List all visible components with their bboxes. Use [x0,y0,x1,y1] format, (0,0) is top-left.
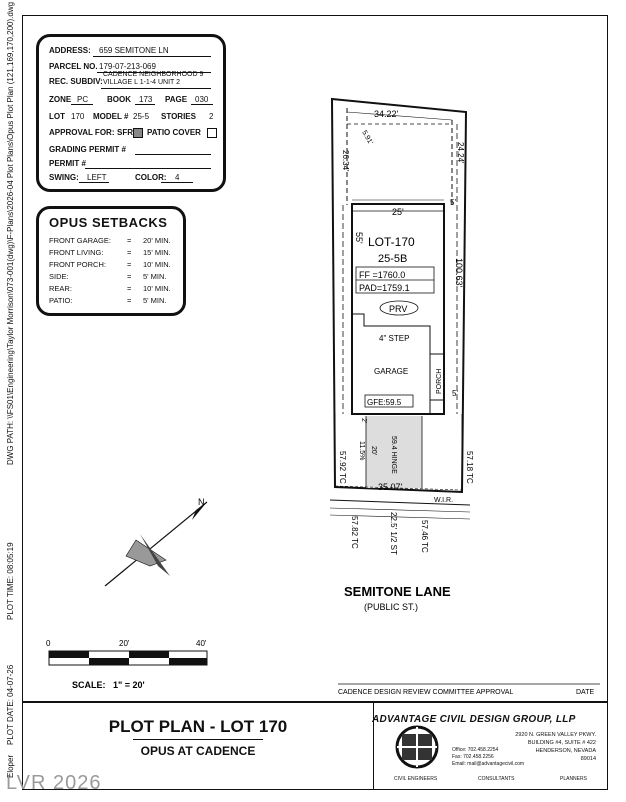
approval-committee: CADENCE DESIGN REVIEW COMMITTEE APPROVAL [338,689,514,696]
porch-label: PORCH [436,368,443,394]
scale-value: 1" = 20' [113,680,145,690]
setback-row: REAR: = 10' MIN. [49,284,171,293]
step-label: 4" STEP [379,334,410,343]
stories-label: STORIES [161,112,196,121]
grading-label: GRADING PERMIT # [49,145,126,154]
depth-left-dim: 55' [354,232,364,244]
patio-label: PATIO COVER [147,128,201,137]
zone-label: ZONE [49,95,72,104]
plan-subtitle: OPUS AT CADENCE [140,744,256,758]
frontage-dim: 35.07' [378,482,403,492]
garage-label: GARAGE [374,367,409,376]
lot-number: LOT-170 [368,235,415,249]
gfe-label: GFE:59.5 [367,398,402,407]
half-street-dim: 22.5' 1/2 ST [389,512,398,555]
house-width-dim: 25' [392,207,404,217]
street-name: SEMITONE LANE [344,584,451,599]
scale-tick-20: 20' [119,639,130,648]
plot-date: PLOT DATE: 04-07-26 [6,664,15,745]
side-setback-top: 5' [450,198,456,207]
north-arrow [105,497,207,586]
slope-label: 11.5% [358,441,365,461]
setbacks-title: OPUS SETBACKS [49,215,168,230]
model-value: 25-5 [133,112,150,121]
subdiv-label: REC. SUBDIV: [49,77,103,86]
dim-two: 2' [360,418,367,424]
driveway-dim: 20' [370,446,377,456]
parcel-label: PARCEL NO. [49,62,98,71]
setback-row: FRONT GARAGE: = 20' MIN. [49,236,171,245]
company-name: ADVANTAGE CIVIL DESIGN GROUP, LLP [372,714,576,725]
company-address-3: HENDERSON, NEVADA [535,748,596,754]
rear-right-dim: 24.24' [456,142,465,164]
company-office: Office: 702.458.2254 [452,747,499,753]
dwg-path: DWG PATH: \\FS01\Engineering\Taylor Morrison\073-001(dwg)\F-Plans\2026-04 Plot Plans\Opus Plot Plan (121,169,170,200).dwg [6,1,15,465]
prv-label: PRV [389,304,408,314]
color-value: 4 [175,173,180,182]
wire-label: W.I.R. [434,497,454,504]
company-address-4: 89014 [580,756,596,762]
rear-left-dim: 26.34' [341,150,350,172]
pad-value: PAD=1759.1 [359,283,410,293]
permit-label: PERMIT # [49,159,86,168]
plan-title: PLOT PLAN - LOT 170 [108,717,288,736]
tc-street-right: 57.46 TC [420,520,429,553]
scale-bar [46,639,207,690]
setback-row: SIDE: = 5' MIN. [49,272,167,281]
plot-user: Eloper [6,754,15,778]
subdiv-value-1: CADENCE NEIGHBORHOOD 9 [103,71,204,78]
company-fax: Fax: 702.458.2256 [452,754,494,760]
swing-value: LEFT [87,173,107,182]
footer-planners: PLANNERS [560,776,587,782]
address-label: ADDRESS: [49,46,91,55]
scale-tick-40: 40' [196,639,207,648]
tc-left: 57.92 TC [338,451,347,484]
approval-label: APPROVAL FOR: [49,128,115,137]
company-logo-icon [392,722,442,772]
rear-width-dim: 34.22' [374,109,399,119]
depth-right-dim: 100.63' [454,258,464,288]
zone-value: PC [77,95,89,104]
model-label: MODEL # [93,112,129,121]
book-label: BOOK [107,95,131,104]
page-label: PAGE [165,95,188,104]
company-address-2: BUILDING #4, SUITE # 422 [527,740,596,746]
setback-row: FRONT PORCH: = 10' MIN. [49,260,171,269]
scale-tick-0: 0 [46,639,51,648]
book-value: 173 [139,95,153,104]
lot-value: 170 [71,112,85,121]
page-value: 030 [195,95,209,104]
plot-time: PLOT TIME: 08:05:19 [6,542,15,620]
scale-label: SCALE: [72,680,106,690]
watermark: LVR 2026 [6,772,102,794]
swing-label: SWING: [49,173,79,182]
tc-right: 57.18 TC [465,451,474,484]
tc-street-left: 57.82 TC [350,516,359,549]
footer-engineers: CIVIL ENGINEERS [394,776,438,782]
company-address-1: 2920 N. GREEN VALLEY PKWY. [515,732,596,738]
lot-label: LOT [49,112,65,121]
approval-date: DATE [576,689,595,696]
hinge-label: 59.4 HINGE [390,436,397,474]
setback-row: FRONT LIVING: = 15' MIN. [49,248,171,257]
footer-consultants: CONSULTANTS [478,776,515,782]
stories-value: 2 [209,112,214,121]
parcel-value: 179-07-213-069 [99,62,156,71]
street-type: (PUBLIC ST.) [364,602,419,612]
setback-row: PATIO: = 5' MIN. [49,296,167,305]
rear-diag-dim: 5.91' [360,129,374,146]
company-email: Email: mail@advantagecivil.com [452,761,525,767]
sfr-label: SFR [117,128,133,137]
north-label: N [198,497,205,507]
color-label: COLOR: [135,173,167,182]
subdiv-value-2: VILLAGE L 1-1-4 UNIT 2 [103,79,181,86]
address-value: 659 SEMITONE LN [99,46,169,55]
ff-value: FF =1760.0 [359,270,406,280]
model-number: 25-5B [378,253,408,265]
side-setback-bottom: 5' [452,389,458,398]
